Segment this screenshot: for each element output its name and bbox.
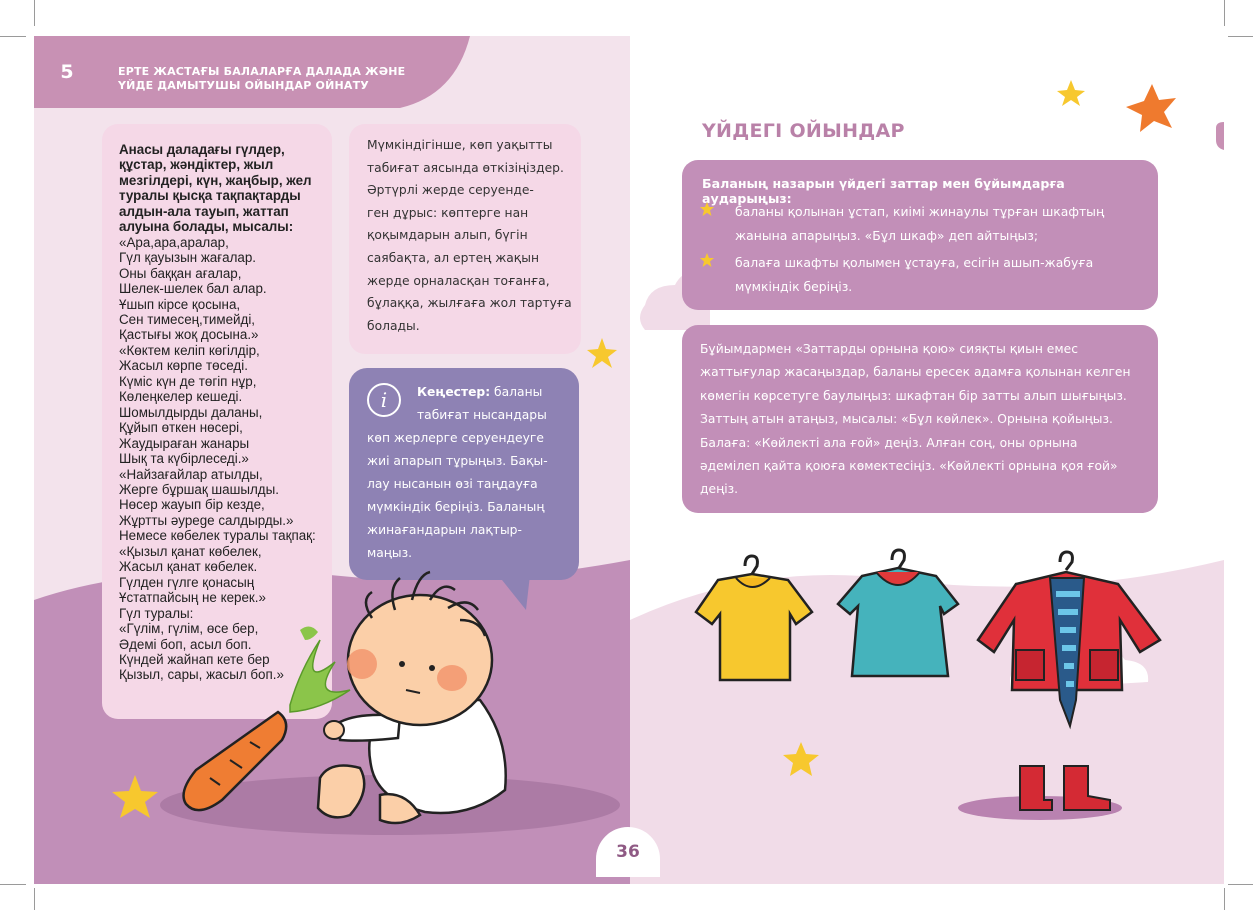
attention-bullets xyxy=(700,200,1140,302)
list-item: балаға шкафты қолымен ұстауға, есігін ашып-жабуға мүмкіндік беріңіз. xyxy=(700,251,1140,299)
text-line: мүмкіндік беріңіз. Баланың xyxy=(367,500,545,514)
text-line: Жұртты әурege салдырды.» xyxy=(119,512,294,528)
list-item: баланы қолынан ұстап, киімі жинаулы тұрған шкафтың жанына апарыңыз. «Бұл шкаф» деп айтыңыз; xyxy=(700,200,1140,248)
attention-title: Баланың назарын үйдегі заттар мен бұйымдарға аударыңыз: xyxy=(702,176,1065,206)
text-line: Заттың атын атаңыз, мысалы: «Бұл көйлек». Орнына қойыңыз. xyxy=(700,412,1113,427)
star-bullet-icon xyxy=(700,202,714,216)
text-line: көп жерлерге серуендеуге xyxy=(367,431,544,445)
text-line: әдемілеп қайта қоюға көмектесіңіз. «Көйлекті орнына қоя ғой» xyxy=(700,459,1118,474)
things-text xyxy=(700,338,1144,502)
tips-text: Кеңестер: баланы табиғат нысандары көп жерлерге серуендеуге жиі апарып тұрыңыз. Бақы- лау нысанын өзі таңдауға мүмкіндік беріңіз. Баланың жинағандарын лақтыр- маңыз. xyxy=(367,381,565,565)
text-line: Жерге бұршақ шашылды. xyxy=(119,481,279,497)
text-line: Гүл қауызын жағалар. xyxy=(119,250,256,266)
text-line: Балаға: «Көйлекті ала ғой» деңіз. Алған соң, оны орнына xyxy=(700,435,1078,450)
baby-illustration xyxy=(318,572,506,823)
text-line: Оны баққан ағалар, xyxy=(119,265,242,281)
text-line: Көлеңкелер кешеді. xyxy=(119,389,243,405)
text-line: «Гүлім, гүлім, өсе бер, xyxy=(119,621,259,637)
text-line: қоқымдарын алып, бүгін xyxy=(367,228,528,243)
tips-label: Кеңестер: xyxy=(417,385,491,399)
text-line: жерде орналасқан тоғанға, xyxy=(367,273,550,288)
text-line: Қызыл, сары, жасыл боп.» xyxy=(119,667,284,683)
text-line: Құйып өткен нөсері, xyxy=(119,420,243,436)
text-line: Гүлден гүлге қонасың xyxy=(119,574,255,590)
text-line: Шомылдырды даланы, xyxy=(119,404,263,420)
text-line: деңіз. xyxy=(700,482,739,497)
text-line: Сен тимесең,тимейді, xyxy=(119,311,256,327)
text-line: Әртүрлі жерде серуенде- xyxy=(367,183,534,198)
star-icon xyxy=(112,775,158,818)
text-line: Мүмкіндігінше, көп уақытты xyxy=(367,138,553,152)
text-line: маңыз. xyxy=(367,546,413,560)
star-icon xyxy=(783,742,819,776)
text-line: Қастығы жоқ досына.» xyxy=(119,327,259,343)
text-line: табиғат аясында өткізіңіздер. xyxy=(367,160,564,175)
teal-shirt-icon xyxy=(838,550,958,676)
text-line: Жасыл қанат көбелек. xyxy=(119,559,258,575)
yellow-shirt-icon xyxy=(696,556,812,680)
text-line: жинағандарын лақтыр- xyxy=(367,523,522,537)
text-line: «Ара,ара,аралар, xyxy=(119,234,229,250)
star-icon xyxy=(1057,80,1085,106)
chapter-number: 5 xyxy=(34,36,100,108)
poem-intro: Анасы даладағы гүлдер, құстар, жәндіктер, жыл мезгілдері, күн, жаңбыр, жел туралы қысқа тақпақтарды алдын-ала тауып, жаттап алуына болады, мысалы: xyxy=(119,142,312,235)
text-line: Ұстатпайсың не керек.» xyxy=(119,590,266,606)
text-line: Шық та күбірлеседі.» xyxy=(119,451,249,467)
text-line: Күндей жайнап кете бер xyxy=(119,651,270,667)
text-line: болады. xyxy=(367,318,420,333)
text-line: Бұйымдармен «Заттарды орнына қою» сияқты қиын емес xyxy=(700,342,1078,356)
text-line: «Найзағайлар атылды, xyxy=(119,466,263,482)
text-line: Шелек-шелек бал алар. xyxy=(119,281,267,297)
star-bullet-icon xyxy=(700,253,714,267)
text-line: Жаудыраған жанары xyxy=(119,435,250,451)
text-line: бұлаққа, жылғаға жол тартуға xyxy=(367,296,572,311)
text-line: жаттығулар жасаңыздар, баланы ересек адамға қолынан келген xyxy=(700,365,1131,380)
info-icon: i xyxy=(367,383,401,417)
section-title: ҮЙДЕГІ ОЙЫНДАР xyxy=(702,120,905,142)
text-line: Нөсер жауып бір кезде, xyxy=(119,497,265,513)
text-line: Немесе көбелек туралы тақпақ: xyxy=(119,528,316,544)
text-line: Жасыл көрпе төседі. xyxy=(119,358,248,374)
text-line: «Қызыл қанат көбелек, xyxy=(119,543,262,559)
text-line: көмегін көрсетуге баулыңыз: шкафтан бір затты алып шығыңыз. xyxy=(700,388,1127,403)
text-line: саябақта, ал ертең жақын xyxy=(367,250,539,265)
text-line: Ұшып кірсе қосына, xyxy=(119,296,241,312)
text-line: лау нысанын өзі таңдауға xyxy=(367,477,538,491)
red-jacket-icon xyxy=(978,552,1160,726)
text-line: жиі апарып тұрыңыз. Бақы- xyxy=(367,454,548,468)
text-line: «Көктем келіп көгілдір, xyxy=(119,342,260,358)
star-icon xyxy=(587,338,617,368)
page-number: 36 xyxy=(596,827,660,877)
text-line: ген дұрыс: көптерге нан xyxy=(367,205,529,220)
star-icon xyxy=(1126,84,1176,132)
text-line: Күміс күн де төгіп нұр, xyxy=(119,373,257,389)
red-boots-icon xyxy=(1020,766,1110,810)
text-line: Гүл туралы: xyxy=(119,605,194,621)
text-line: Әдемі боп, асыл боп. xyxy=(119,636,252,652)
chapter-title: ЕРТЕ ЖАСТАҒЫ БАЛАЛАРҒА ДАЛАДА ЖӘНЕ ҮЙДЕ ДАМЫТУШЫ ОЙЫНДАР ОЙНАТУ xyxy=(118,65,406,92)
